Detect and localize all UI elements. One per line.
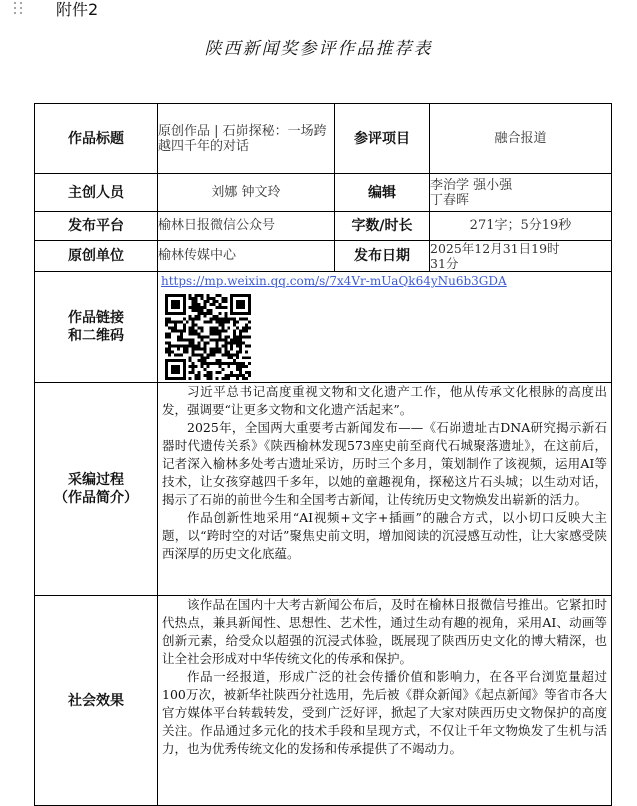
document-title: 陕西新闻奖参评作品推荐表 xyxy=(204,39,433,59)
category-value: 融合报道 xyxy=(430,104,612,174)
process-label-line-1: 采编过程 xyxy=(68,472,124,488)
creators-value: 刘娜 钟文玲 xyxy=(158,174,335,212)
process-paragraph: 作品创新性地采用“AI视频+文字+插画”的融合方式，以小切口反映大主题，以“跨时空的对话”聚焦史前文明，增加阅读的沉浸感互动性，让大家感受陕西深厚的历史文化底蕴。 xyxy=(162,510,607,561)
unit-value: 榆林传媒中心 xyxy=(158,241,335,272)
editor-value xyxy=(430,174,612,212)
effect-paragraph: 作品一经报道，形成广泛的社会传播价值和影响力，在各平台浏览量超过100万次，被新华社陕西分社选用，先后被《群众新闻》《起点新闻》等省市各大官方媒体平台转载转发，受到广泛好评，掀起了大家对陕西历史文物保护的高度关注。作品通过多元化的技术手段和呈现方式，不仅让千年文物焕发了生机与活力，也为优秀传统文化的发扬和传承提供了不竭动力。 xyxy=(162,669,607,756)
date-value xyxy=(430,241,612,272)
link-cell xyxy=(158,272,612,383)
link-label xyxy=(35,272,158,383)
attachment-label: 附件2 xyxy=(56,0,99,19)
date-line-1: 2025年12月31日19时 xyxy=(430,241,560,256)
effect-description xyxy=(158,596,612,806)
work-title-label: 作品标题 xyxy=(35,104,158,174)
platform-label: 发布平台 xyxy=(35,212,158,241)
date-line-2: 31分 xyxy=(430,256,459,271)
editor-line-2: 丁春晖 xyxy=(430,192,470,208)
drag-handle-icon[interactable] xyxy=(14,2,24,16)
recommendation-form-table xyxy=(34,103,612,806)
date-label: 发布日期 xyxy=(335,241,430,272)
process-label xyxy=(35,383,158,596)
process-paragraph: 2025年，全国两大重要考古新闻发布——《石峁遗址古DNA研究揭示新石器时代遗传关系》《陕西榆林发现573座史前至商代石城聚落遗址》，在这前后，记者深入榆林多处考古遗址采访，历时三个多月，策划制作了该视频，运用AI等技术，让女孩穿越四千多年，以她的童趣视角，探秘这片石头城；以生动对话，揭示了石峁的前世今生和全国考古新闻，让传统历史文物焕发出崭新的活力。 xyxy=(162,420,607,507)
article-link[interactable]: https://mp.weixin.qq.com/s/7x4Vr-mUaQk64yNu6b3GDA xyxy=(161,274,507,288)
process-label-line-2: （作品简介） xyxy=(54,490,138,506)
effect-paragraph: 该作品在国内十大考古新闻公布后，及时在榆林日报微信号推出。它紧扣时代热点，兼具新闻性、思想性、艺术性，通过生动有趣的视角，采用AI、动画等创新元素，给受众以超强的沉浸式体验，既展现了陕西历史文化的博大精深，也让全社会形成对中华传统文化的传承和保护。 xyxy=(162,597,607,666)
link-label-line-1: 作品链接 xyxy=(68,310,124,326)
creators-label: 主创人员 xyxy=(35,174,158,212)
editor-label: 编辑 xyxy=(335,174,430,212)
process-paragraph: 习近平总书记高度重视文物和文化遗产工作，他从传承文化根脉的高度出发，强调要“让更多文物和文化遗产活起来”。 xyxy=(162,384,607,417)
category-label: 参评项目 xyxy=(335,104,430,174)
platform-value: 榆林日报微信公众号 xyxy=(158,212,335,241)
editor-line-1: 李治学 强小强 xyxy=(430,177,513,193)
unit-label: 原创单位 xyxy=(35,241,158,272)
process-description xyxy=(158,383,612,596)
work-title-value: 原创作品 | 石峁探秘：一场跨越四千年的对话 xyxy=(158,104,335,174)
length-value: 271字；5分19秒 xyxy=(430,212,612,241)
qr-code-icon xyxy=(165,294,251,380)
link-label-line-2: 和二维码 xyxy=(68,328,124,344)
length-label: 字数/时长 xyxy=(335,212,430,241)
effect-label: 社会效果 xyxy=(35,596,158,806)
